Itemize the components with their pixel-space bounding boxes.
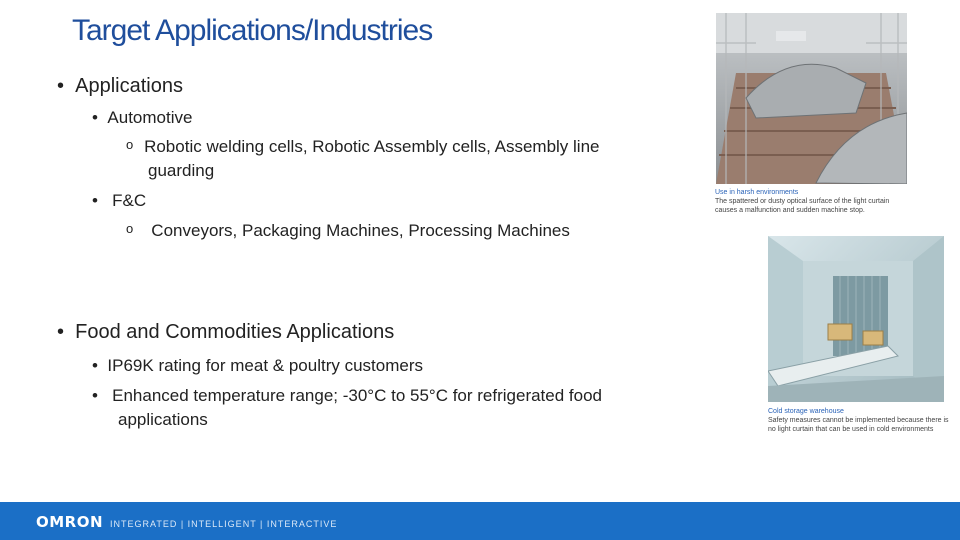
- automotive-detail-continued: guarding: [148, 161, 215, 180]
- bullet-fc: • F&C: [92, 191, 147, 210]
- footer-tagline: INTEGRATED | INTELLIGENT | INTERACTIVE: [110, 519, 338, 529]
- slide-title: Target Applications/Industries: [72, 14, 433, 47]
- bullet-dot: •: [92, 356, 108, 375]
- sub-bullet-marker: o: [126, 221, 152, 236]
- bullet-applications: • Applications: [57, 75, 183, 97]
- temperature-continued: applications: [118, 410, 208, 429]
- sub-bullet-automotive-detail: $^o$ Robotic welding cells, Robotic Assembly cells, Assembly line: [126, 137, 600, 156]
- bullet-dot: •: [92, 386, 113, 405]
- bullet-ip69k: • IP69K rating for meat & poultry customers: [92, 356, 423, 375]
- sub-bullet-fc-detail: $^o$ Conveyors, Packaging Machines, Processing Machines: [126, 221, 570, 240]
- omron-logo: OMRON: [36, 513, 104, 531]
- bullet-food: • Food and Commodities Applications: [57, 321, 395, 343]
- bullet-dot: •: [57, 75, 76, 97]
- bullet-dot: •: [92, 108, 108, 127]
- harsh-environment-caption: Use in harsh environments The spattered or dusty optical surface of the light curtain causes a malfunction and sudden machine stop.: [715, 189, 890, 214]
- sub-bullet-marker: o: [126, 137, 145, 152]
- cold-storage-caption: Cold storage warehouse Safety measures cannot be implemented because there is no light curtain that can be used in cold environments: [768, 408, 949, 433]
- robotic-cell-photo: [716, 13, 907, 184]
- bullet-dot: •: [57, 321, 76, 343]
- bullet-automotive: • Automotive: [92, 108, 193, 127]
- cold-storage-photo: [768, 236, 944, 402]
- bullet-dot: •: [92, 191, 113, 210]
- bullet-temperature: • Enhanced temperature range; -30°C to 55°C for refrigerated food: [92, 386, 603, 405]
- footer-bar: [0, 502, 960, 540]
